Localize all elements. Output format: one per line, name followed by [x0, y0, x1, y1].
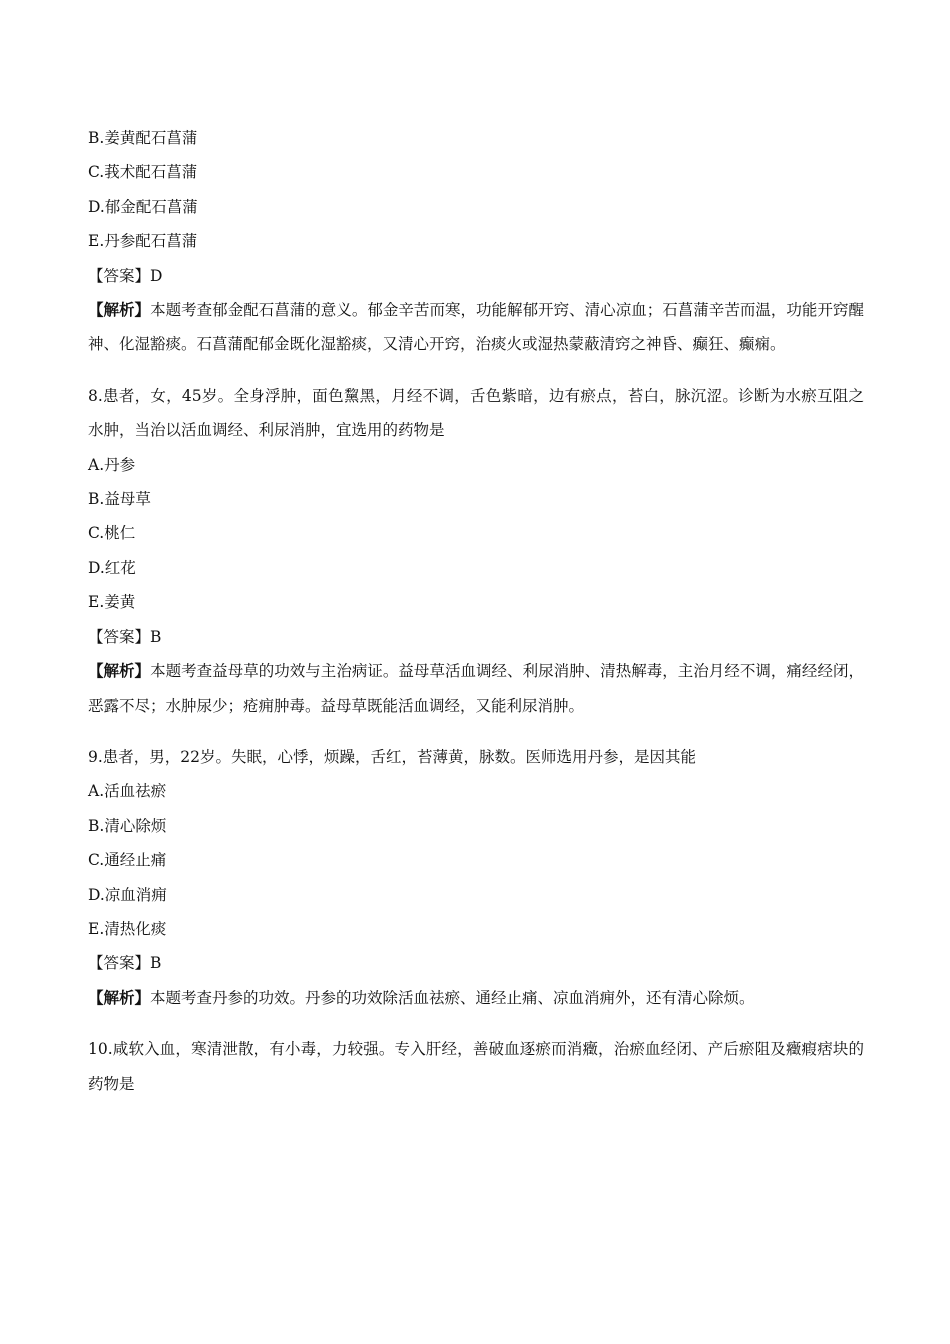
q8-stem: 8.患者，女，45岁。全身浮肿，面色黧黑，月经不调，舌色紫暗，边有瘀点，苔白，脉沉涩。诊断为水瘀互阻之水肿，当治以活血调经、利尿消肿，宜选用的药物是	[88, 386, 864, 440]
q7-option-d: D.郁金配石菖蒲	[88, 197, 198, 216]
analysis-label: 【解析】	[88, 987, 151, 1007]
question-10	[88, 1032, 864, 1101]
spacer	[88, 1015, 864, 1032]
q8-answer	[88, 620, 864, 654]
spacer	[88, 723, 864, 740]
q8-option-a: A.丹参	[88, 455, 136, 474]
q7-analysis	[88, 293, 864, 362]
q9-analysis	[88, 981, 864, 1015]
q9-option-d: D.凉血消痈	[88, 885, 167, 904]
q10-stem: 10.咸软入血，寒清泄散，有小毒，力较强。专入肝经，善破血逐瘀而消癥，治瘀血经闭、产后瘀阻及癥瘕痞块的药物是	[88, 1040, 864, 1093]
question-9	[88, 740, 864, 1015]
analysis-label: 【解析】	[88, 300, 151, 320]
document-content	[88, 121, 864, 1101]
q7-option-e: E.丹参配石菖蒲	[88, 232, 198, 251]
analysis-text: 本题考查郁金配石菖蒲的意义。郁金辛苦而寒，功能解郁开窍、清心凉血；石菖蒲辛苦而温，功能开窍醒神、化湿豁痰。石菖蒲配郁金既化湿豁痰，又清心开窍，治痰火或湿热蒙蔽清窍之神昏、癫狂、癫痫。	[88, 301, 864, 354]
q9-option-c: C.通经止痛	[88, 851, 167, 870]
q9-option-a: A.活血祛瘀	[88, 782, 167, 801]
answer-value: D	[150, 266, 163, 285]
q7-option-c: C.莪术配石菖蒲	[88, 163, 198, 182]
q8-option-e: E.姜黄	[88, 593, 136, 612]
q9-answer	[88, 946, 864, 980]
q8-option-b: B.益母草	[88, 490, 151, 509]
answer-label: 【答案】	[88, 627, 151, 646]
answer-label: 【答案】	[88, 266, 151, 285]
question-8	[88, 379, 864, 723]
question-7-tail	[88, 121, 864, 362]
q7-answer	[88, 259, 864, 293]
spacer	[88, 362, 864, 379]
q8-option-c: C.桃仁	[88, 524, 136, 543]
q8-analysis	[88, 654, 864, 723]
answer-value: B	[150, 954, 162, 973]
q8-option-d: D.红花	[88, 558, 136, 577]
q9-option-e: E.清热化痰	[88, 919, 167, 938]
q9-option-b: B.清心除烦	[88, 816, 167, 835]
analysis-text: 本题考查丹参的功效。丹参的功效除活血祛瘀、通经止痛、凉血消痈外，还有清心除烦。	[150, 988, 755, 1007]
q9-stem: 9.患者，男，22岁。失眠，心悸，烦躁，舌红，苔薄黄，脉数。医师选用丹参，是因其能	[88, 747, 697, 766]
answer-value: B	[150, 627, 162, 646]
analysis-label: 【解析】	[88, 661, 151, 681]
analysis-text: 本题考查益母草的功效与主治病证。益母草活血调经、利尿消肿、清热解毒，主治月经不调，痛经经闭，恶露不尽；水肿尿少；疮痈肿毒。益母草既能活血调经，又能利尿消肿。	[88, 662, 864, 715]
q7-option-b: B.姜黄配石菖蒲	[88, 129, 198, 147]
answer-label: 【答案】	[88, 954, 151, 973]
